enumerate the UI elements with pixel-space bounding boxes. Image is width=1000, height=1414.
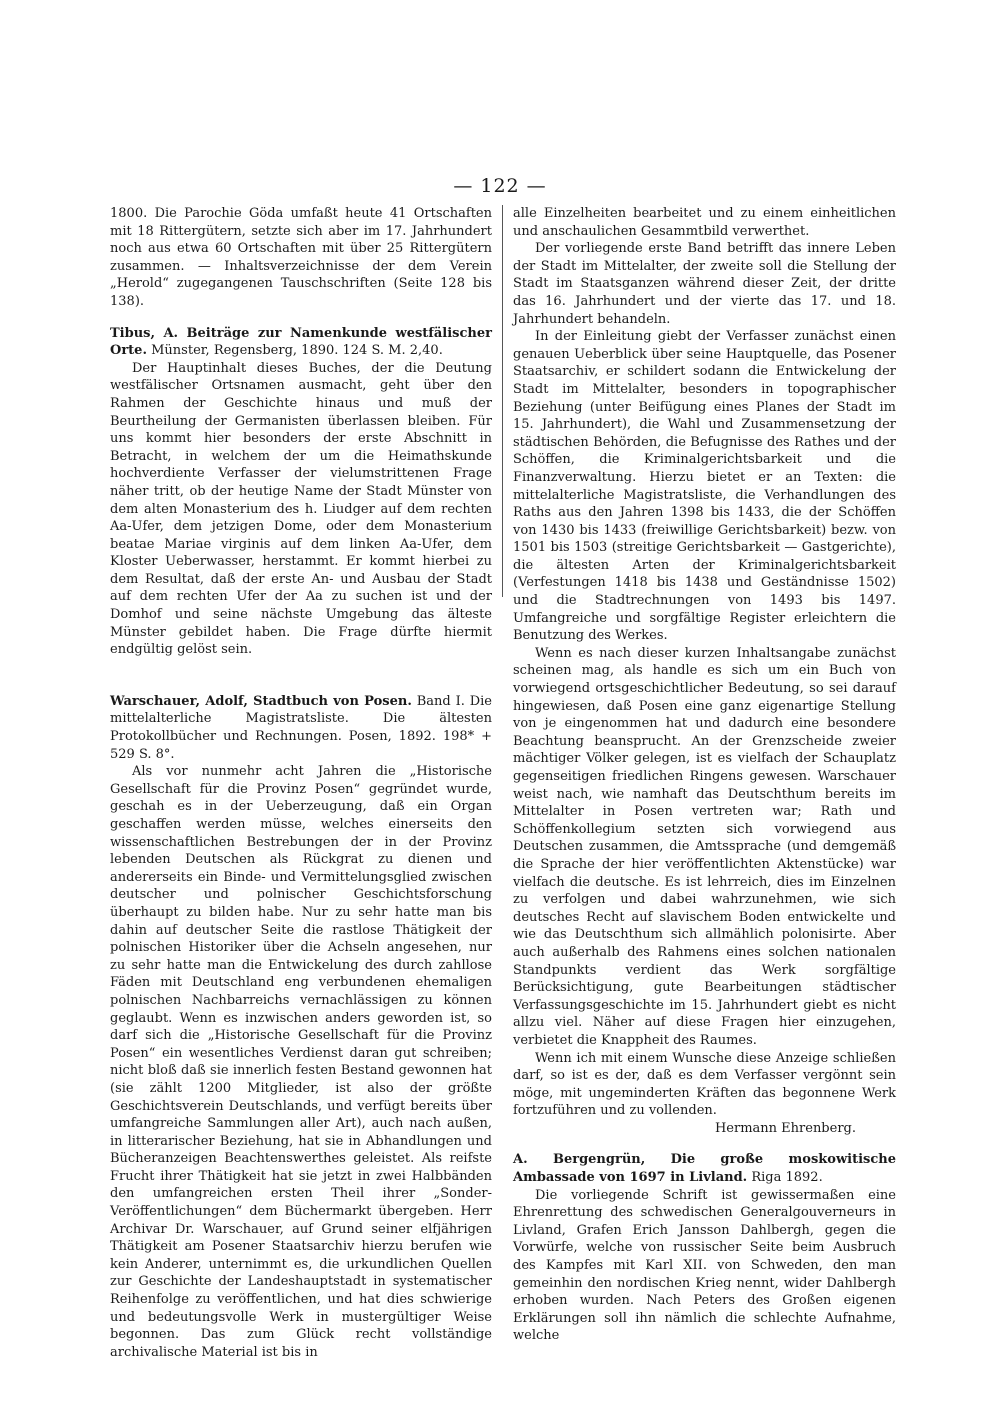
paragraph-bergengruen-review: Die vorliegende Schrift ist gewissermaßen eine Ehrenrettung des schwedischen Generalgouverneurs in Livland, Grafen Erich Jansson Dahlbergh, gegen die Vorwürfe, welche von russischer Seite beim Ausbruch des Kampfes mit Karl XII. von Schweden, den man gemeinhin den nordischen Krieg nennt, wider Dahlbergh erhoben wurden. Nach Peters des Großen eigenen Erklärungen soll ihn nämlich die schlechte Aufnahme, welche xyxy=(513,1187,896,1344)
bibliography-entry-tibus xyxy=(110,325,492,360)
paragraph-tibus-review: Der Hauptinhalt dieses Buches, der die Deutung westfälischer Ortsnamen ausmacht, geht über den Rahmen der Geschichte hinaus und muß der Beurtheilung der Germanisten überlassen bleiben. Für uns kommt hier besonders der erste Abschnitt in Betracht, in welchem der um die Heimathskunde hochverdiente Verfasser der vielumstrittenen Frage näher tritt, ob der heutige Name der Stadt Münster von dem alten Monasterium des h. Liudger auf dem rechten Aa-Ufer, dem jetzigen Dome, oder dem Monasterium beatae Mariae virginis auf dem linken Aa-Ufer, dem Kloster Ueberwasser, herstammt. Er kommt hierbei zu dem Resultat, daß der erste An- und Ausbau der Stadt auf dem rechten Ufer der Aa zu suchen ist und der Domhof und seine nächste Umgebung das älteste Münster gebildet haben. Die Frage dürfte hiermit endgültig gelöst sein. xyxy=(110,360,492,658)
left-column xyxy=(110,205,492,1360)
entry-heading: Warschauer, Adolf, Stadtbuch von Posen. xyxy=(110,693,412,709)
paragraph-first-volume: Der vorliegende erste Band betrifft das innere Leben der Stadt im Mittelalter, der zweite soll die Stellung der Stadt im Staatsganzen während dieser Zeit, der dritte das 16. Jahrhundert und der vierte das 17. und 18. Jahrhundert behandeln. xyxy=(513,241,896,327)
paragraph-warschauer-review: Als vor nunmehr acht Jahren die „Historische Gesellschaft für die Provinz Posen“ gegründet wurde, geschah es in der Ueberzeugung, daß ein Organ geschaffen werden müsse, welches einerseits den wissenschaftlichen Bestrebungen der in der Provinz lebenden Deutschen als Rückgrat zu dienen und andererseits ein Binde- und Vermittelungsglied zwischen deutscher und polnischer Geschichtsforschung überhaupt zu bilden habe. Nur zu sehr hatte man bis dahin auf deutscher Seite die rastlose Thätigkeit der polnischen Historiker über die Achseln angesehen, nur zu sehr hatte man die Entwickelung des durch zahllose Fäden mit Deutschland eng verbundenen ehemaligen polnischen Nachbarreichs vernachlässigen zu können geglaubt. Wenn es inzwischen anders geworden ist, so darf sich die „Historische Gesellschaft für die Provinz Posen“ ein wesentliches Verdienst daran gut schreiben; nicht bloß daß sie innerlich festen Bestand gewonnen hat (sie zählt 1200 Mitglieder, ist also der größte Geschichtsverein Deutschlands, und verfügt bereits über umfangreiche Sammlungen aller Art), auch nach außen, in litterarischer Beziehung, hat sie in Abhandlungen und Bücheranzeigen Beachtenswerthes geleistet. Als reifste Frucht ihrer Thätigkeit hat sie jetzt in zwei Halbbänden den umfangreichen ersten Theil ihrer „Sonder-Veröffentlichungen“ dem Büchermarkt übergeben. Herr Archivar Dr. Warschauer, auf Grund seiner elfjährigen Thätigkeit am Posener Staatsarchiv hierzu berufen wie kein Anderer, unternimmt es, die urkundlichen Quellen zur Geschichte der Landeshauptstadt in systematischer Reihenfolge zu veröffentlichen, und hat dies schwierige und bedeutungsvolle Werk in mustergültiger Weise begonnen. Das zum Glück recht vollständige archivalische Material ist bis in xyxy=(110,764,492,1360)
entry-imprint: Riga 1892. xyxy=(747,1170,823,1186)
entry-heading: Tibus, A. Beiträge zur Namenkunde westfälischer Orte. xyxy=(110,325,492,359)
bibliography-entry-warschauer xyxy=(110,693,492,763)
paragraph-introduction: In der Einleitung giebt der Verfasser zunächst einen genauen Ueberblick über seine Hauptquelle, das Posener Staatsarchiv, er schildert sodann die Entwickelung der Stadt im Mittelalter, besonders in topographischer Beziehung (unter Beifügung eines Planes der Stadt im 15. Jahrhundert), die Wahl und Zusammensetzung der städtischen Behörden, die Befugnisse des Rathes und der Schöffen, die Kriminalgerichtsbarkeit und die Finanzverwaltung. Hierzu bietet er an Texten: die mittelalterliche Magistratsliste, die Verhandlungen des Raths aus den Jahren 1398 bis 1433, die der Schöffen von 1430 bis 1433 (freiwillige Gerichtsbarkeit) bezw. von 1501 bis 1503 (streitige Gerichtsbarkeit — Gastgerichte), die ältesten Arten der Kriminalgerichtsbarkeit (Verfestungen 1418 bis 1438 und Geständnisse 1502) und die Stadtrechnungen von 1493 bis 1497. Umfangreiche und sorgfältige Register erleichtern die Benutzung des Werkes. xyxy=(513,329,896,644)
paragraph-intro: 1800. Die Parochie Göda umfaßt heute 41 Ortschaften mit 18 Rittergütern, setzte sich aber im 17. Jahrhundert noch aus etwa 60 Ortschaften mit über 25 Rittergütern zusammen. — Inhaltsverzeichnisse der dem Verein „Herold“ zugegangenen Tauschschriften (Seite 128 bis 138). xyxy=(110,206,492,309)
entry-imprint: Band I. Die mittelalterliche Magistratsliste. Die ältesten Protokollbücher und Rechnungen. Posen, 1892. 198* + 529 S. 8°. xyxy=(110,693,492,762)
entry-imprint: Münster, Regensberg, 1890. 124 S. M. 2,40. xyxy=(146,343,443,359)
reviewer-signature: Hermann Ehrenberg. xyxy=(714,1120,856,1136)
right-column xyxy=(513,205,896,1344)
paragraph-closing-wish: Wenn ich mit einem Wunsche diese Anzeige schließen darf, so ist es der, daß es dem Verfasser vergönnt sein möge, mit ungeminderten Kräften das begonnene Werk fortzuführen und zu vollenden. xyxy=(513,1050,896,1119)
paragraph-continued: alle Einzelheiten bearbeitet und zu einem einheitlichen und anschaulichen Gesammtbild verwerthet. xyxy=(513,206,896,239)
bibliography-entry-bergengruen xyxy=(513,1151,896,1186)
page-number: — 122 — xyxy=(453,175,547,197)
paragraph-significance: Wenn es nach dieser kurzen Inhaltsangabe zunächst scheinen mag, als handle es sich um ein Buch von vorwiegend ortsgeschichtlicher Bedeutung, so sei darauf hingewiesen, daß Posen eine ganz eigenartige Stellung von je eingenommen hat und dadurch eine besondere Beachtung beansprucht. An der Grenzscheide zweier mächtiger Völker gelegen, ist es vielfach der Schauplatz gegenseitigen friedlichen Ringens gewesen. Warschauer weist nach, wie namhaft das Deutschthum bereits im Mittelalter in Posen vertreten war; Rath und Schöffenkollegium setzten sich vorwiegend aus Deutschen zusammen, die Amtssprache (und demgemäß die Sprache der hier veröffentlichten Aktenstücke) war vielfach die deutsche. Es ist lehrreich, dies im Einzelnen zu verfolgen und dabei wahrzunehmen, wie sich deutsches Recht auf slavischem Boden entwickelte und wie das Deutschthum sich allmählich polonisirte. Aber auch außerhalb des Rahmens eines solchen nationalen Standpunkts verdient das Werk sorgfältige Berücksichtigung, gute Bearbeitungen städtischer Verfassungsgeschichte im 15. Jahrhundert giebt es nicht allzu viel. Näher auf diese Fragen hier einzugehen, verbietet die Knappheit des Raumes. xyxy=(513,645,896,1048)
entry-heading: A. Bergengrün, Die große moskowitische Ambassade von 1697 in Livland. xyxy=(513,1152,896,1186)
column-divider xyxy=(502,205,503,597)
